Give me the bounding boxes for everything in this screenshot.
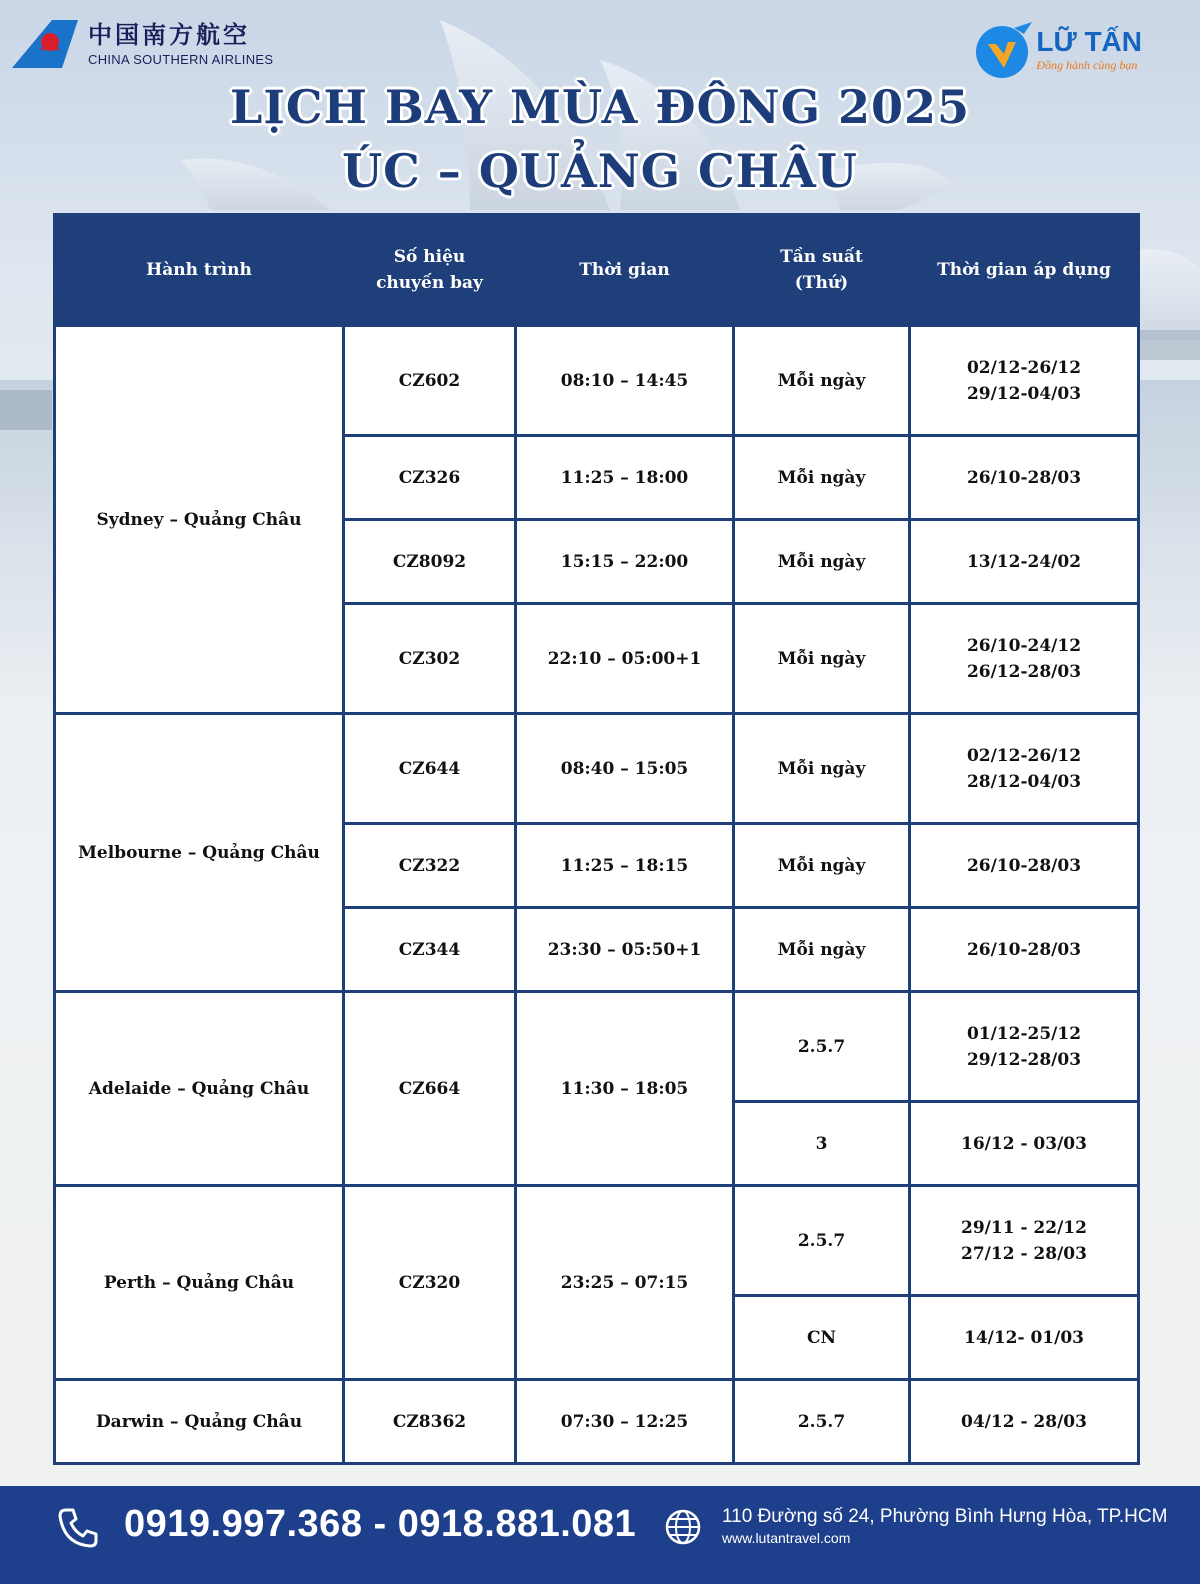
period-cell: 26/10-28/03 bbox=[910, 436, 1139, 520]
page-title: LỊCH BAY MÙA ĐÔNG 2025 bbox=[229, 80, 971, 134]
table-row bbox=[55, 1380, 1139, 1464]
header-flight-number: Số hiệu chuyến bay bbox=[344, 215, 516, 326]
frequency-cell: Mỗi ngày bbox=[734, 326, 910, 436]
frequency-cell: Mỗi ngày bbox=[734, 824, 910, 908]
table-row bbox=[55, 1186, 1139, 1296]
frequency-cell: 3 bbox=[734, 1102, 910, 1186]
frequency-cell: 2.5.7 bbox=[734, 992, 910, 1102]
page-subtitle: ÚC – QUẢNG CHÂU bbox=[342, 144, 858, 198]
header-frequency: Tần suất (Thứ) bbox=[734, 215, 910, 326]
china-southern-kapok-icon bbox=[12, 20, 78, 68]
contact-footer bbox=[0, 1486, 1200, 1584]
time-cell: 15:15 – 22:00 bbox=[516, 520, 734, 604]
frequency-cell: Mỗi ngày bbox=[734, 604, 910, 714]
frequency-cell: Mỗi ngày bbox=[734, 436, 910, 520]
time-cell: 08:40 – 15:05 bbox=[516, 714, 734, 824]
table-row bbox=[55, 992, 1139, 1102]
flight-cell: CZ664 bbox=[344, 992, 516, 1186]
frequency-cell: 2.5.7 bbox=[734, 1186, 910, 1296]
route-cell: Darwin – Quảng Châu bbox=[55, 1380, 344, 1464]
table-row bbox=[55, 714, 1139, 824]
time-cell: 23:25 – 07:15 bbox=[516, 1186, 734, 1380]
header-route: Hành trình bbox=[55, 215, 344, 326]
period-cell: 01/12-25/12 29/12-28/03 bbox=[910, 992, 1139, 1102]
period-cell: 26/10-28/03 bbox=[910, 908, 1139, 992]
airline-name-en: CHINA SOUTHERN AIRLINES bbox=[88, 51, 274, 67]
frequency-cell: CN bbox=[734, 1296, 910, 1380]
time-cell: 11:25 – 18:15 bbox=[516, 824, 734, 908]
flight-cell: CZ344 bbox=[344, 908, 516, 992]
flight-cell: CZ322 bbox=[344, 824, 516, 908]
route-cell: Melbourne – Quảng Châu bbox=[55, 714, 344, 992]
phone-numbers[interactable]: 0919.997.368 - 0918.881.081 bbox=[124, 1503, 637, 1545]
time-cell: 07:30 – 12:25 bbox=[516, 1380, 734, 1464]
china-southern-logo bbox=[12, 20, 273, 68]
period-cell: 16/12 - 03/03 bbox=[910, 1102, 1139, 1186]
airline-name-cn: 中国南方航空 bbox=[88, 20, 250, 49]
period-cell: 26/10-24/12 26/12-28/03 bbox=[910, 604, 1139, 714]
schedule-table bbox=[53, 213, 1137, 1465]
frequency-cell: Mỗi ngày bbox=[734, 520, 910, 604]
lu-tan-plane-icon bbox=[974, 20, 1034, 80]
flight-cell: CZ602 bbox=[344, 326, 516, 436]
table-header-row bbox=[55, 215, 1139, 326]
time-cell: 23:30 – 05:50+1 bbox=[516, 908, 734, 992]
lu-tan-logo bbox=[974, 20, 1142, 80]
period-cell: 02/12-26/12 28/12-04/03 bbox=[910, 714, 1139, 824]
website-link[interactable]: www.lutantravel.com bbox=[722, 1530, 851, 1546]
table-row bbox=[55, 326, 1139, 436]
flight-cell: CZ8362 bbox=[344, 1380, 516, 1464]
frequency-cell: Mỗi ngày bbox=[734, 908, 910, 992]
globe-icon bbox=[664, 1508, 702, 1546]
frequency-cell: 2.5.7 bbox=[734, 1380, 910, 1464]
agency-name: LỮ TẤN bbox=[1036, 25, 1142, 57]
period-cell: 04/12 - 28/03 bbox=[910, 1380, 1139, 1464]
time-cell: 11:25 – 18:00 bbox=[516, 436, 734, 520]
route-cell: Perth – Quảng Châu bbox=[55, 1186, 344, 1380]
period-cell: 14/12- 01/03 bbox=[910, 1296, 1139, 1380]
phone-icon bbox=[56, 1506, 100, 1550]
time-cell: 08:10 – 14:45 bbox=[516, 326, 734, 436]
period-cell: 29/11 - 22/12 27/12 - 28/03 bbox=[910, 1186, 1139, 1296]
period-cell: 02/12-26/12 29/12-04/03 bbox=[910, 326, 1139, 436]
flight-cell: CZ326 bbox=[344, 436, 516, 520]
header-time: Thời gian bbox=[516, 215, 734, 326]
time-cell: 11:30 – 18:05 bbox=[516, 992, 734, 1186]
address-text: 110 Đường số 24, Phường Bình Hưng Hòa, TP.HCM bbox=[722, 1506, 1168, 1527]
header-applied-period: Thời gian áp dụng bbox=[910, 215, 1139, 326]
flight-cell: CZ302 bbox=[344, 604, 516, 714]
time-cell: 22:10 – 05:00+1 bbox=[516, 604, 734, 714]
flight-cell: CZ320 bbox=[344, 1186, 516, 1380]
route-cell: Sydney – Quảng Châu bbox=[55, 326, 344, 714]
flight-cell: CZ644 bbox=[344, 714, 516, 824]
frequency-cell: Mỗi ngày bbox=[734, 714, 910, 824]
agency-slogan: Đồng hành cùng bạn bbox=[1036, 57, 1138, 72]
route-cell: Adelaide – Quảng Châu bbox=[55, 992, 344, 1186]
period-cell: 26/10-28/03 bbox=[910, 824, 1139, 908]
flight-cell: CZ8092 bbox=[344, 520, 516, 604]
period-cell: 13/12-24/02 bbox=[910, 520, 1139, 604]
